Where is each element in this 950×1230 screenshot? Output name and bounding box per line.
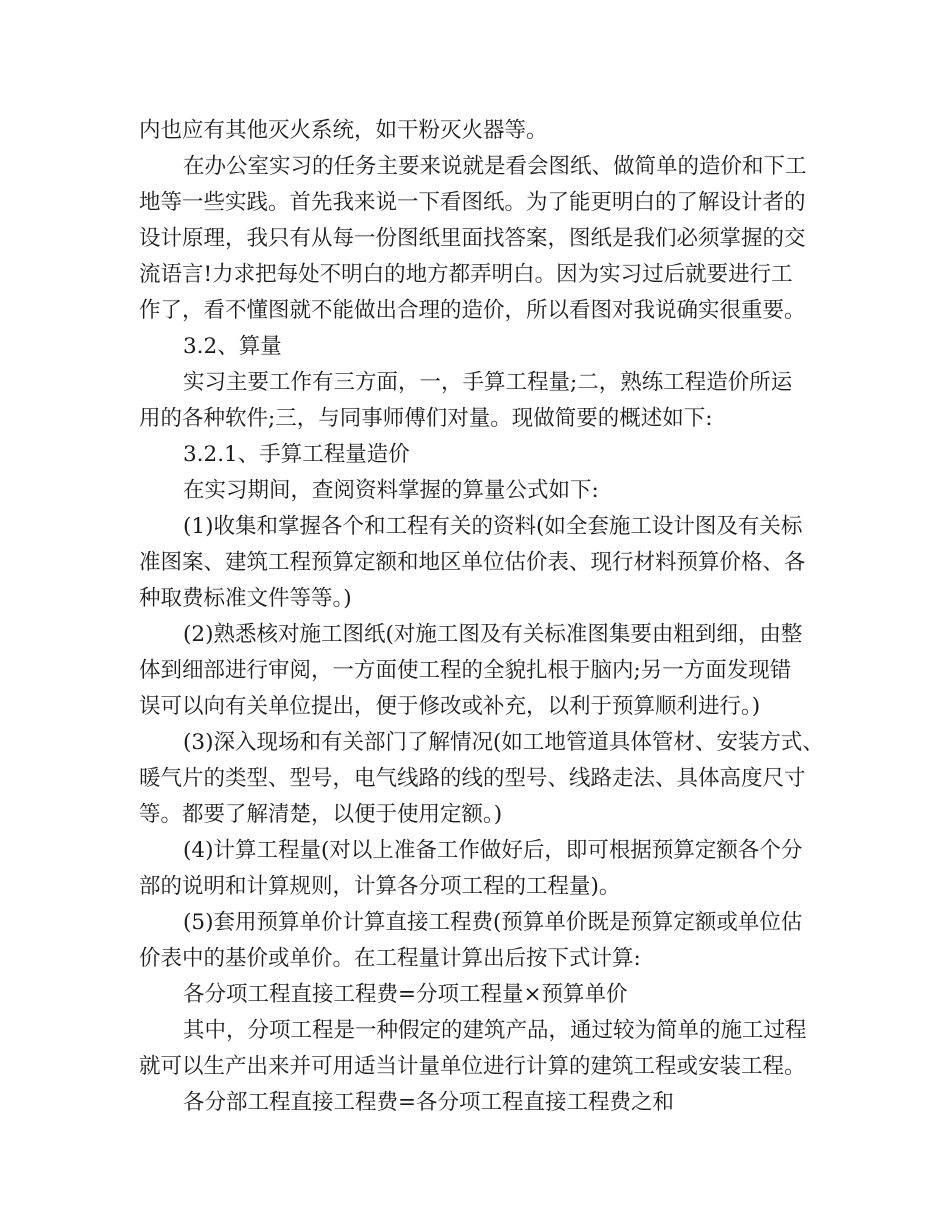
formula-line: 各分项工程直接工程费=分项工程量×预算单价	[183, 982, 628, 1007]
text-line: (4)计算工程量(对以上准备工作做好后，即可根据预算定额各个分	[183, 838, 803, 863]
text-line: 作了，看不懂图就不能做出合理的造价，所以看图对我说确实很重要。	[139, 298, 806, 323]
text-line: 体到细部进行审阅，一方面使工程的全貌扎根于脑内;另一方面发现错	[139, 658, 792, 683]
section-heading: 3.2.1、手算工程量造价	[183, 442, 410, 467]
text-line: 准图案、建筑工程预算定额和地区单位估价表、现行材料预算价格、各	[139, 550, 806, 575]
text-line: (2)熟悉核对施工图纸(对施工图及有关标准图集要由粗到细，由整	[183, 622, 803, 647]
text-line: 设计原理，我只有从每一份图纸里面找答案，图纸是我们必须掌握的交	[139, 226, 806, 251]
text-line: 价表中的基价或单价。在工程量计算出后按下式计算:	[139, 946, 641, 971]
text-line: 就可以生产出来并可用适当计量单位进行计算的建筑工程或安装工程。	[139, 1054, 806, 1079]
text-line: 内也应有其他灭火系统，如干粉灭火器等。	[139, 118, 548, 143]
text-line: (1)收集和掌握各个和工程有关的资料(如全套施工设计图及有关标	[183, 514, 803, 539]
text-line: 暖气片的类型、型号，电气线路的线的型号、线路走法、具体高度尺寸	[139, 766, 806, 791]
section-heading: 3.2、算量	[183, 334, 282, 359]
text-line: 误可以向有关单位提出，便于修改或补充，以利于预算顺利进行。)	[139, 694, 761, 719]
text-line: 等。都要了解清楚，以便于使用定额。)	[139, 802, 503, 827]
text-line: 种取费标准文件等等。)	[139, 586, 352, 611]
text-line: (3)深入现场和有关部门了解情况(如工地管道具体管材、安装方式、	[183, 730, 824, 755]
text-line: (5)套用预算单价计算直接工程费(预算单价既是预算定额或单位估	[183, 910, 803, 935]
text-line: 部的说明和计算规则，计算各分项工程的工程量)。	[139, 874, 621, 899]
text-line: 流语言!力求把每处不明白的地方都弄明白。因为实习过后就要进行工	[139, 262, 793, 287]
text-line: 用的各种软件;三，与同事师傅们对量。现做简要的概述如下:	[139, 406, 713, 431]
text-line: 其中，分项工程是一种假定的建筑产品，通过较为简单的施工过程	[183, 1018, 807, 1043]
formula-line: 各分部工程直接工程费=各分项工程直接工程费之和	[183, 1090, 675, 1115]
text-line: 在办公室实习的任务主要来说就是看会图纸、做简单的造价和下工	[183, 154, 807, 179]
text-line: 在实习期间，查阅资料掌握的算量公式如下:	[183, 478, 599, 503]
document-body	[139, 113, 829, 1121]
text-line: 实习主要工作有三方面，一，手算工程量;二，熟练工程造价所运	[183, 370, 793, 395]
text-line: 地等一些实践。首先我来说一下看图纸。为了能更明白的了解设计者的	[139, 190, 806, 215]
